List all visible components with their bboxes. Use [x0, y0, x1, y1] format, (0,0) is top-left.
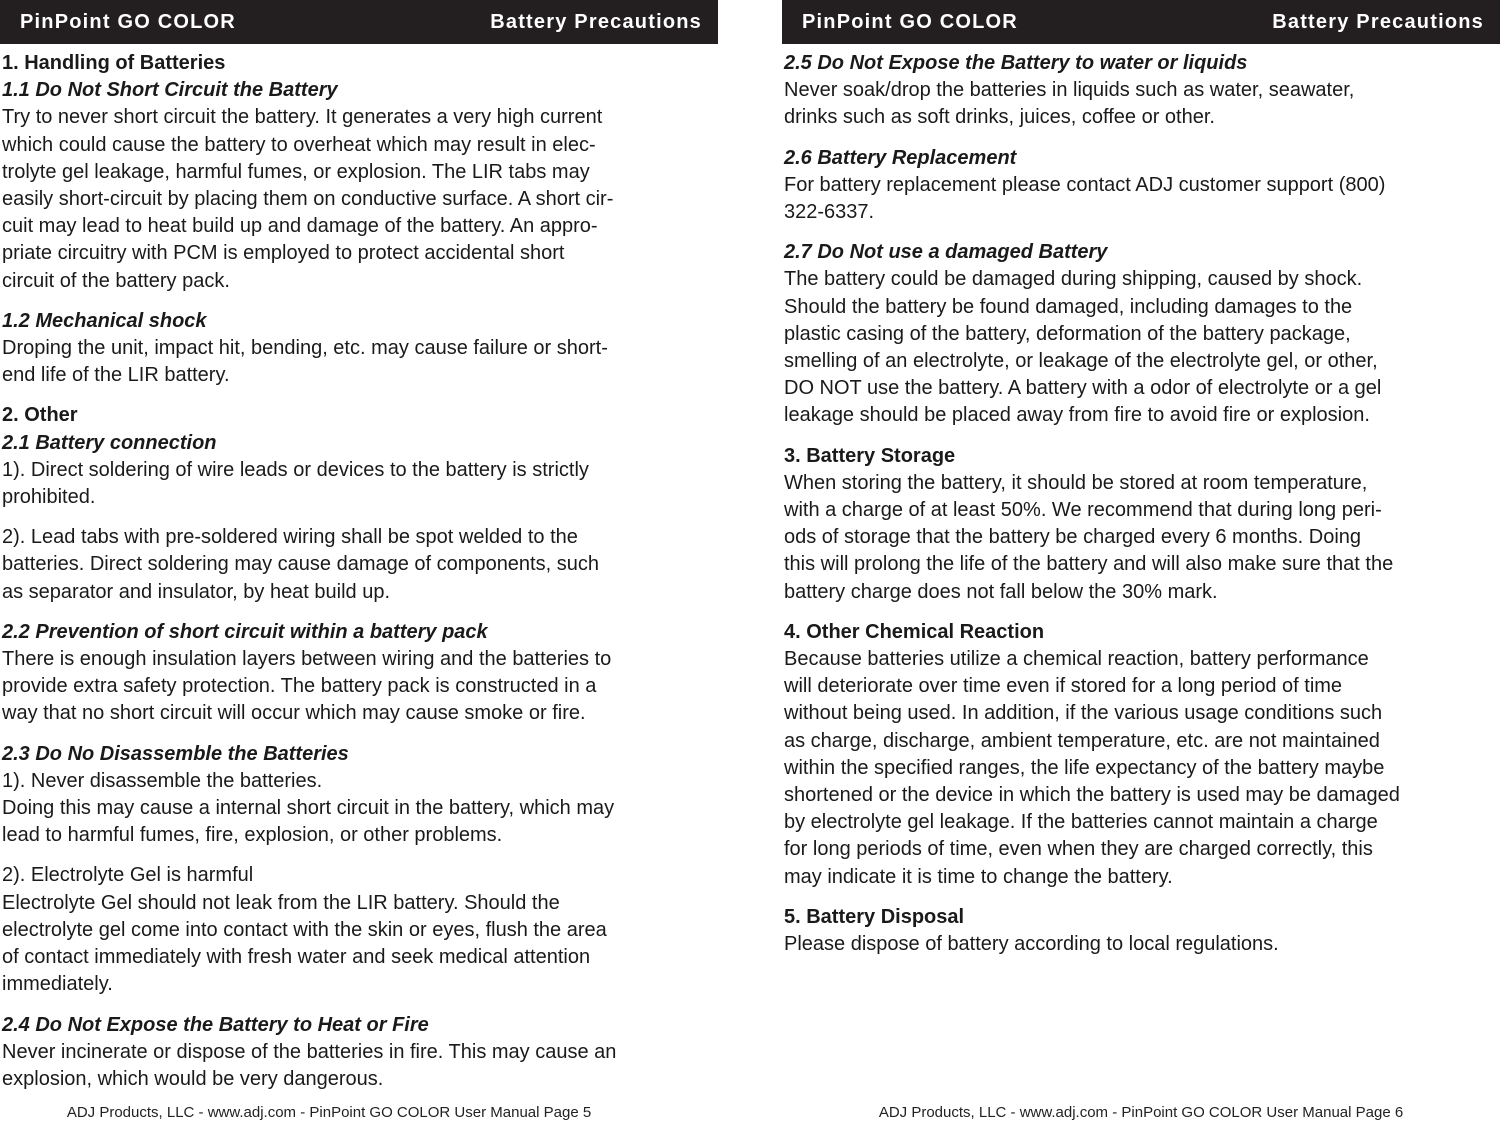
subsection-heading: 2.5 Do Not Expose the Battery to water or liquids — [784, 52, 1248, 74]
text-line: Doing this may cause a internal short circuit in the battery, which may — [2, 797, 615, 820]
text-line: with a charge of at least 50%. We recommend that during long peri- — [784, 499, 1382, 522]
text-line: immediately. — [2, 973, 113, 996]
subsection-heading: 1.2 Mechanical shock — [2, 309, 207, 332]
text-line: electrolyte gel come into contact with the skin or eyes, flush the area — [2, 918, 607, 941]
text-line: trolyte gel leakage, harmful fumes, or explosion. The LIR tabs may — [2, 160, 590, 183]
text-line: shortened or the device in which the battery is used may be damaged — [784, 784, 1400, 807]
text-line: Because batteries utilize a chemical reaction, battery performance — [784, 648, 1369, 671]
header-section-title: Battery Precautions — [490, 10, 702, 33]
subsection-heading: 2.1 Battery connection — [2, 431, 217, 454]
subsection-heading: 2.3 Do No Disassemble the Batteries — [2, 742, 349, 765]
text-line: For battery replacement please contact ADJ customer support (800) — [784, 173, 1386, 196]
text-line: leakage should be placed away from fire to avoid fire or explosion. — [784, 404, 1370, 427]
text-line: Droping the unit, impact hit, bending, etc. may cause failure or short- — [2, 337, 608, 360]
text-line: way that no short circuit will occur which may cause smoke or fire. — [2, 702, 586, 725]
text-line: plastic casing of the battery, deformation of the battery package, — [784, 322, 1351, 345]
header-product-title: PinPoint GO COLOR — [802, 10, 1018, 33]
text-line: cuit may lead to heat build up and damage of the battery. An appro- — [2, 215, 598, 238]
text-line: 1). Direct soldering of wire leads or devices to the battery is strictly — [2, 458, 589, 481]
section-heading: 4. Other Chemical Reaction — [784, 620, 1045, 643]
text-line: lead to harmful fumes, fire, explosion, or other problems. — [2, 824, 503, 847]
page-body — [782, 44, 1500, 958]
text-line: of contact immediately with fresh water and seek medical attention — [2, 946, 591, 969]
text-line: 1). Never disassemble the batteries. — [2, 769, 323, 792]
section-1-2 — [2, 308, 718, 390]
text-line: explosion, which would be very dangerous. — [2, 1067, 384, 1090]
section-3 — [784, 443, 1500, 606]
text-line: for long periods of time, even when they are charged correctly, this — [784, 838, 1373, 861]
page-body — [0, 44, 718, 1093]
text-line: priate circuitry with PCM is employed to protect accidental short — [2, 242, 565, 265]
text-line: battery charge does not fall below the 30% mark. — [784, 580, 1218, 603]
manual-page-5 — [0, 0, 718, 1125]
text-line: by electrolyte gel leakage. If the batteries cannot maintain a charge — [784, 811, 1378, 834]
text-line: DO NOT use the battery. A battery with a odor of electrolyte or a gel — [784, 377, 1382, 400]
text-line: as separator and insulator, by heat build up. — [2, 580, 391, 603]
text-line: will deteriorate over time even if stored for a long period of time — [784, 675, 1343, 698]
section-2-3 — [2, 741, 718, 999]
text-line: batteries. Direct soldering may cause damage of components, such — [2, 553, 599, 576]
section-2-1 — [2, 430, 718, 606]
text-line: which could cause the battery to overheat which may result in elec- — [2, 133, 596, 156]
text-line: When storing the battery, it should be stored at room temperature, — [784, 471, 1368, 494]
page-header — [0, 0, 718, 44]
section-heading: 3. Battery Storage — [784, 444, 956, 467]
section-5 — [784, 904, 1500, 958]
section-2-2 — [2, 619, 718, 728]
section-heading: 5. Battery Disposal — [784, 905, 965, 928]
section-2-7 — [784, 239, 1500, 429]
section-1-1 — [2, 77, 718, 295]
section-2-6 — [784, 145, 1500, 227]
text-line: Never soak/drop the batteries in liquids such as water, seawater, — [784, 79, 1355, 102]
text-line: end life of the LIR battery. — [2, 364, 230, 387]
section-2-5 — [784, 50, 1500, 132]
section-2-4 — [2, 1012, 718, 1094]
text-line: within the specified ranges, the life expectancy of the battery maybe — [784, 756, 1385, 779]
text-line: drinks such as soft drinks, juices, coffee or other. — [784, 106, 1215, 129]
text-line: The battery could be damaged during shipping, caused by shock. — [784, 268, 1363, 291]
text-line: may indicate it is time to change the battery. — [784, 865, 1173, 888]
text-line: circuit of the battery pack. — [2, 269, 230, 292]
section-4 — [784, 619, 1500, 891]
text-line: 2). Lead tabs with pre-soldered wiring shall be spot welded to the — [2, 526, 578, 549]
header-product-title: PinPoint GO COLOR — [20, 10, 236, 33]
text-line: Never incinerate or dispose of the batteries in fire. This may cause an — [2, 1040, 617, 1063]
text-line: There is enough insulation layers between wiring and the batteries to — [2, 648, 612, 671]
page-footer: ADJ Products, LLC - www.adj.com - PinPoint GO COLOR User Manual Page 6 — [878, 1104, 1404, 1121]
text-line: as charge, discharge, ambient temperature, etc. are not maintained — [784, 729, 1380, 752]
manual-page-6 — [782, 0, 1500, 1125]
text-line: prohibited. — [2, 486, 96, 509]
subsection-heading: 2.4 Do Not Expose the Battery to Heat or Fire — [2, 1013, 429, 1036]
section-heading: 1. Handling of Batteries — [2, 52, 226, 74]
text-line: Should the battery be found damaged, including damages to the — [784, 295, 1353, 318]
section-heading: 2. Other — [2, 404, 78, 427]
text-line: ods of storage that the battery be charged every 6 months. Doing — [784, 526, 1362, 549]
text-line: without being used. In addition, if the various usage conditions such — [784, 702, 1383, 725]
text-line: this will prolong the life of the battery and will also make sure that the — [784, 553, 1394, 576]
text-line: smelling of an electrolyte, or leakage of the electrolyte gel, or other, — [784, 350, 1378, 373]
text-line: Try to never short circuit the battery. It generates a very high current — [2, 106, 603, 129]
header-section-title: Battery Precautions — [1272, 10, 1484, 33]
subsection-heading: 1.1 Do Not Short Circuit the Battery — [2, 79, 338, 102]
text-line: easily short-circuit by placing them on conductive surface. A short cir- — [2, 188, 614, 211]
subsection-heading: 2.6 Battery Replacement — [784, 146, 1017, 169]
text-line: Electrolyte Gel should not leak from the LIR battery. Should the — [2, 891, 560, 914]
text-line: 322-6337. — [784, 201, 875, 224]
text-line: provide extra safety protection. The battery pack is constructed in a — [2, 675, 597, 698]
text-line: 2). Electrolyte Gel is harmful — [2, 864, 254, 887]
page-footer: ADJ Products, LLC - www.adj.com - PinPoint GO COLOR User Manual Page 5 — [66, 1104, 592, 1121]
subsection-heading: 2.7 Do Not use a damaged Battery — [784, 241, 1108, 264]
page-header — [782, 0, 1500, 44]
subsection-heading: 2.2 Prevention of short circuit within a battery pack — [2, 620, 488, 643]
text-line: Please dispose of battery according to local regulations. — [784, 933, 1279, 956]
